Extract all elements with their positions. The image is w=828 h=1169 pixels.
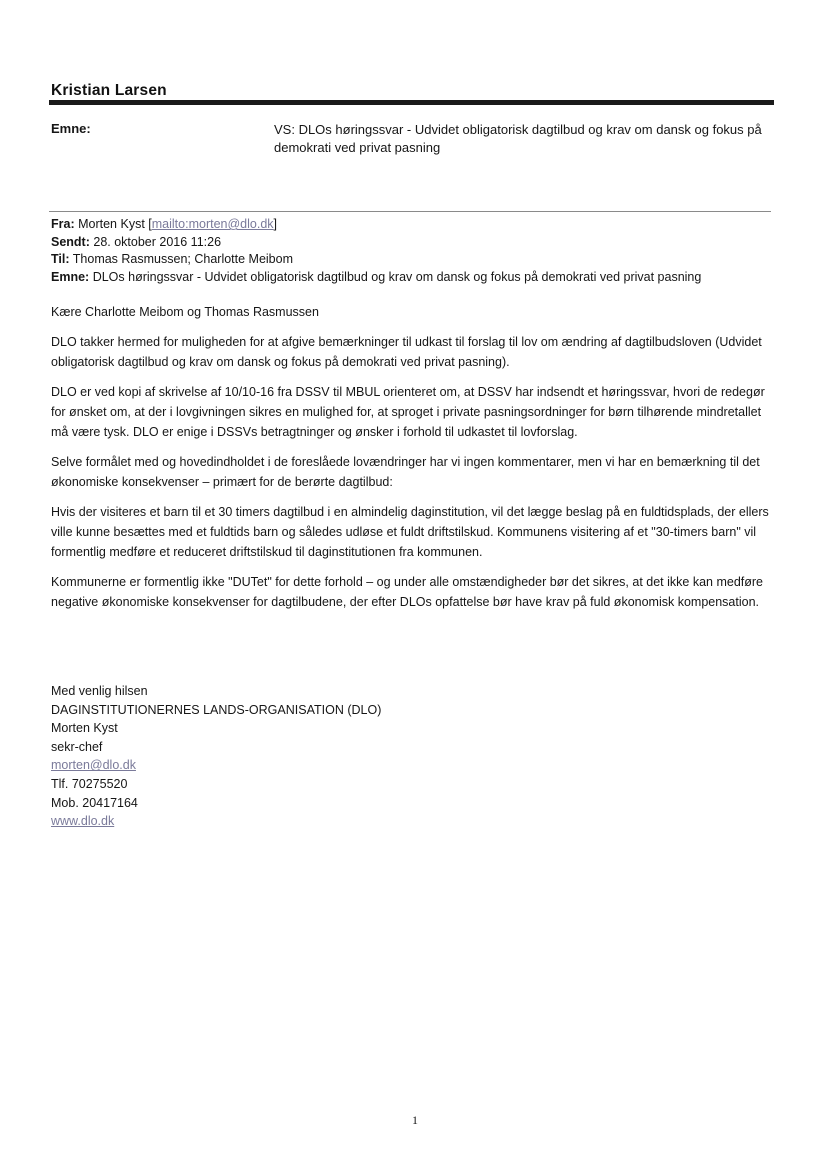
signature-website-link[interactable]: www.dlo.dk bbox=[51, 814, 115, 829]
meta-to-line bbox=[51, 251, 791, 269]
meta-to-label: Til: bbox=[51, 252, 70, 266]
forwarded-message-meta bbox=[51, 216, 791, 286]
header-subject-label: Emne: bbox=[51, 121, 91, 136]
mailbox-owner-name: Kristian Larsen bbox=[51, 82, 167, 99]
meta-from-close-bracket: ] bbox=[273, 217, 278, 231]
meta-subject-value: DLOs høringssvar - Udvidet obligatorisk dagtilbud og krav om dansk og fokus på demokrati ved privat pasning bbox=[92, 269, 702, 284]
body-paragraph-4: Hvis der visiteres et barn til et 30 timers dagtilbud i en almindelig daginstitution, vil det lægge beslag på en fuldtidsplads, der ellers ville kunne besættes med et fuldtids barn og således udløse et fuldt driftstilskud. Kommunens visitering af et "30-timers barn" vil formentlig medføre et reduceret driftstilskud til daginstitutionen fra kommunen. bbox=[51, 505, 769, 559]
email-signature bbox=[51, 682, 381, 831]
signature-closing: Med venlig hilsen bbox=[51, 684, 148, 698]
header-thick-rule bbox=[49, 100, 774, 105]
meta-sent-value: 28. oktober 2016 11:26 bbox=[93, 234, 222, 249]
body-paragraph-5: Kommunerne er formentlig ikke "DUTet" for dette forhold – og under alle omstændigheder bør det sikres, at det ikke kan medføre negative økonomiske konsekvenser for dagtilbudene, der efter DLOs opfattelse bør have krav på fuld økonomisk kompensation. bbox=[51, 575, 763, 609]
meta-sent-line bbox=[51, 234, 791, 252]
forward-divider bbox=[49, 211, 771, 212]
meta-from-line bbox=[51, 216, 791, 234]
meta-to-value: Thomas Rasmussen; Charlotte Meibom bbox=[72, 252, 294, 266]
message-body bbox=[51, 302, 776, 622]
meta-from-mailto-link[interactable]: mailto:morten@dlo.dk bbox=[151, 217, 274, 231]
body-paragraph-3: Selve formålet med og hovedindholdet i de foreslåede lovændringer har vi ingen kommentarer, men vi har en bemærkning til det økonomiske konsekvenser – primært for de berørte dagtilbud: bbox=[51, 455, 760, 489]
meta-from-label: Fra: bbox=[51, 217, 75, 231]
body-paragraph-1: DLO takker hermed for muligheden for at afgive bemærkninger til udkast til forslag til lov om ændring af dagtilbudsloven (Udvidet obligatorisk dagtilbud og krav om dansk og fokus på demokrati ved privat pasning). bbox=[51, 335, 762, 369]
meta-sent-label: Sendt: bbox=[51, 234, 90, 249]
page-number: 1 bbox=[412, 1113, 418, 1127]
body-greeting: Kære Charlotte Meibom og Thomas Rasmussen bbox=[51, 305, 319, 319]
meta-from-open-bracket: [ bbox=[148, 217, 152, 231]
signature-name: Morten Kyst bbox=[51, 721, 118, 736]
signature-organization: DAGINSTITUTIONERNES LANDS-ORGANISATION (DLO) bbox=[51, 702, 382, 717]
header-subject-value: VS: DLOs høringssvar - Udvidet obligatorisk dagtilbud og krav om dansk og fokus på demokrati ved privat pasning bbox=[274, 122, 762, 155]
body-paragraph-2: DLO er ved kopi af skrivelse af 10/10-16 fra DSSV til MBUL orienteret om, at DSSV har indsendt et høringssvar, hvori de redegør for ønsket om, at der i lovgivningen sikres en mulighed for, at sproget i private pasningsordninger for børn tilhørende mindretallet må være tysk. DLO er enige i DSSVs betragtninger og ønsker i forhold til udkastet til lovforslag. bbox=[51, 385, 765, 439]
meta-from-name: Morten Kyst bbox=[78, 217, 145, 231]
signature-phone: Tlf. 70275520 bbox=[51, 776, 128, 791]
meta-subject-line bbox=[51, 269, 791, 287]
signature-mobile: Mob. 20417164 bbox=[51, 795, 138, 810]
signature-title: sekr-chef bbox=[51, 739, 103, 754]
meta-subject-label: Emne: bbox=[51, 269, 90, 284]
signature-email-link[interactable]: morten@dlo.dk bbox=[51, 758, 136, 773]
